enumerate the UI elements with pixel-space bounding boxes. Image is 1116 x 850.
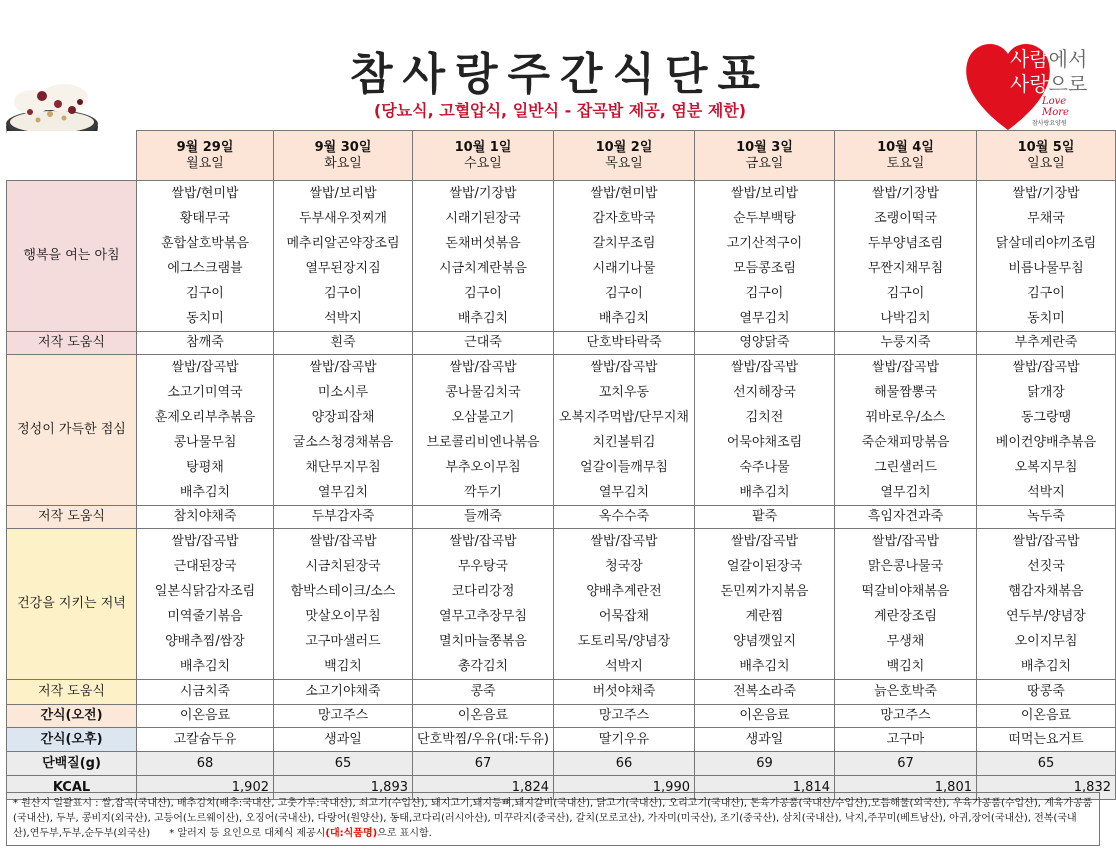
day-weekday: 수요일 — [464, 155, 502, 171]
protein-row — [7, 752, 1116, 776]
soft-meal-cell: 버섯야채죽 — [554, 680, 695, 705]
menu-item: 무우탕국 — [457, 559, 509, 574]
menu-item: 연두부/양념장 — [1006, 609, 1086, 624]
soft-meal-cell: 땅콩죽 — [977, 680, 1116, 705]
protein-cell: 66 — [554, 752, 695, 776]
day-weekday: 화요일 — [324, 155, 362, 171]
menu-item: 무짠지채무침 — [867, 261, 944, 276]
lunch-label: 정성이 가득한 점심 — [7, 355, 137, 506]
kcal-cell: 1,990 — [554, 776, 695, 800]
logo-org: 참사랑요양원 — [1032, 120, 1067, 127]
menu-item: 모듬콩조림 — [733, 261, 796, 276]
menu-item: 꿔바로우/소스 — [865, 410, 946, 425]
day-weekday: 토요일 — [886, 155, 925, 171]
menu-item: 치킨볼튀김 — [592, 435, 656, 450]
soft-meal-label: 저작 도움식 — [7, 506, 137, 529]
menu-item: 배추김치 — [739, 485, 790, 500]
day-date: 10월 3일 — [736, 139, 793, 155]
soft-meal-cell: 시금치죽 — [137, 680, 274, 705]
menu-item: 무생채 — [886, 634, 925, 649]
menu-item: 시금치된장국 — [305, 559, 381, 574]
menu-item: 양배추찜/쌈장 — [165, 634, 245, 649]
menu-item: 조랭이떡국 — [874, 211, 937, 226]
menu-item: 석박지 — [605, 659, 643, 674]
lunch-cell — [554, 355, 695, 506]
day-date: 10월 2일 — [595, 139, 653, 155]
protein-cell: 67 — [835, 752, 977, 776]
snack-cell: 이온음료 — [137, 705, 274, 728]
menu-item: 열무김치 — [739, 311, 790, 326]
day-date: 10월 1일 — [454, 139, 512, 155]
menu-item: 코다리강정 — [451, 584, 515, 599]
menu-item: 김구이 — [745, 286, 784, 301]
menu-item: 양장피잡채 — [311, 410, 375, 425]
logo-text: 사랑 — [1010, 72, 1049, 96]
breakfast-cell — [695, 181, 835, 332]
protein-cell: 69 — [695, 752, 835, 776]
breakfast-cell — [554, 181, 695, 332]
menu-item: 배추김치 — [179, 485, 231, 500]
menu-item: 고기산적구이 — [726, 236, 803, 251]
day-header — [274, 131, 413, 181]
day-weekday: 목요일 — [605, 155, 643, 171]
menu-item: 쌀밥/잡곡밥 — [449, 534, 517, 549]
menu-item: 죽순채피망볶음 — [861, 435, 950, 450]
day-date: 9월 29일 — [176, 139, 234, 155]
day-date: 9월 30일 — [314, 139, 372, 155]
snack-cell: 단호박찜/우유(대:두유) — [413, 728, 554, 752]
menu-item: 오삼불고기 — [451, 410, 515, 425]
menu-item: 쌀밥/기장밥 — [871, 186, 940, 201]
menu-item: 무채국 — [1027, 211, 1065, 226]
menu-item: 그린샐러드 — [874, 460, 937, 475]
dinner-row — [7, 529, 1116, 680]
menu-item: 부추오이무침 — [445, 460, 521, 475]
menu-item: 김구이 — [186, 286, 224, 301]
menu-item: 맛살오이무침 — [305, 609, 381, 624]
menu-item: 쌀밥/잡곡밥 — [590, 360, 658, 375]
breakfast-soft-row — [7, 332, 1116, 355]
menu-item: 미역줄기볶음 — [167, 609, 243, 624]
menu-item: 김구이 — [324, 286, 362, 301]
soft-meal-cell: 참깨죽 — [137, 332, 274, 355]
menu-item: 김구이 — [605, 286, 643, 301]
protein-label: 단백질(g) — [7, 752, 137, 776]
dinner-cell — [554, 529, 695, 680]
protein-cell: 65 — [274, 752, 413, 776]
menu-item: 쌀밥/잡곡밥 — [730, 360, 799, 375]
menu-item: 쌀밥/기장밥 — [1012, 186, 1080, 201]
menu-item: 근대된장국 — [173, 559, 237, 574]
menu-item: 비름나물무침 — [1008, 261, 1084, 276]
menu-item: 동그랑땡 — [1020, 410, 1072, 425]
menu-item: 양배추계란전 — [586, 584, 662, 599]
soft-meal-cell: 근대죽 — [413, 332, 554, 355]
menu-item: 햄감자채볶음 — [1008, 584, 1084, 599]
allergy-note-suffix: 으로 표시함. — [377, 828, 432, 839]
menu-item: 깍두기 — [464, 485, 502, 500]
kcal-cell: 1,814 — [695, 776, 835, 800]
dinner-label: 건강을 지키는 저녁 — [7, 529, 137, 680]
day-weekday: 월요일 — [186, 155, 224, 171]
day-header — [137, 131, 274, 181]
snack-cell: 망고주스 — [835, 705, 977, 728]
menu-item: 쌀밥/잡곡밥 — [309, 534, 377, 549]
menu-item: 어묵잡채 — [598, 609, 650, 624]
protein-cell: 67 — [413, 752, 554, 776]
menu-item: 김구이 — [464, 286, 502, 301]
menu-item: 계란찜 — [745, 609, 784, 624]
breakfast-label: 행복을 여는 아침 — [7, 181, 137, 332]
menu-item: 쌀밥/보리밥 — [309, 186, 377, 201]
dinner-cell — [413, 529, 554, 680]
kcal-cell: 1,893 — [274, 776, 413, 800]
menu-item: 쌀밥/잡곡밥 — [309, 360, 377, 375]
breakfast-cell — [977, 181, 1116, 332]
menu-item: 오복지무침 — [1014, 460, 1078, 475]
menu-item: 계란장조림 — [874, 609, 937, 624]
protein-cell: 65 — [977, 752, 1116, 776]
menu-item: 나박김치 — [880, 311, 931, 326]
soft-meal-cell: 들깨죽 — [413, 506, 554, 529]
snack-cell: 망고주스 — [554, 705, 695, 728]
menu-item: 어묵야채조림 — [726, 435, 803, 450]
menu-item: 황태무국 — [179, 211, 231, 226]
origin-notice: * 원산지 일괄표시 : 쌀,잡곡(국내산), 배추김치(배추:국내산, 고춧가루:국내산), 쇠고기(수입산), 돼지고기,돼지등뼈,돼지갈비(국내산), 닭고기(국내산), 오리고기(국내산), 돈육가공품(국내산/수입산),모듬해물(외국산), 우육가공품(수입산), 계육가공품(국내산), 두부, 콩비지(외국산), 고등어(노르웨이산), 오징어(국내산), 다랑어(원양산), 동태,코다리(러시아산), 미꾸라지(중국산), 갈치(모로코산), 가자미(미국산), 조기(중국산), 삼치(국내산), 낙지,주꾸미(베트남산), 아귀,장어(국내산), 전복(국내산),연두부,두부,순두부(외국산) — [13, 798, 1093, 839]
snack-cell: 고구마 — [835, 728, 977, 752]
lunch-cell — [695, 355, 835, 506]
lunch-cell — [835, 355, 977, 506]
menu-item: 오복지주먹밥/단무지채 — [559, 410, 689, 425]
dinner-cell — [977, 529, 1116, 680]
menu-item: 쌀밥/현미밥 — [171, 186, 239, 201]
menu-item: 열무김치 — [598, 485, 650, 500]
soft-meal-cell: 누룽지죽 — [835, 332, 977, 355]
menu-item: 열무된장지짐 — [305, 261, 381, 276]
snack-pm-label: 간식(오후) — [7, 728, 137, 752]
kcal-label: KCAL — [7, 776, 137, 800]
menu-item: 시금치계란볶음 — [439, 261, 527, 276]
dinner-soft-row — [7, 680, 1116, 705]
kcal-cell: 1,801 — [835, 776, 977, 800]
soft-meal-cell: 늙은호박죽 — [835, 680, 977, 705]
day-header — [977, 131, 1116, 181]
snack-cell: 떠먹는요거트 — [977, 728, 1116, 752]
lunch-cell — [274, 355, 413, 506]
dinner-cell — [274, 529, 413, 680]
menu-item: 쌀밥/잡곡밥 — [171, 360, 239, 375]
snack-cell: 이온음료 — [695, 705, 835, 728]
brand-logo — [960, 38, 1096, 134]
menu-item: 열무고추장무침 — [439, 609, 527, 624]
logo-text: 에서 — [1048, 47, 1088, 71]
lunch-cell — [137, 355, 274, 506]
soft-meal-cell: 소고기야채죽 — [274, 680, 413, 705]
day-weekday: 일요일 — [1027, 155, 1065, 171]
menu-item: 쌀밥/잡곡밥 — [449, 360, 517, 375]
page-title: 참사랑주간식단표 — [349, 49, 771, 100]
menu-item: 쌀밥/잡곡밥 — [171, 534, 239, 549]
menu-item: 백김치 — [886, 659, 925, 674]
menu-item: 미소시루 — [317, 385, 369, 400]
menu-item: 도토리묵/양념장 — [577, 634, 671, 649]
menu-item: 시래기된장국 — [445, 211, 521, 226]
menu-item: 일본식닭감자조림 — [154, 584, 256, 599]
menu-item: 탕평채 — [186, 460, 224, 475]
menu-item: 김구이 — [886, 286, 925, 301]
menu-item: 두부양념조림 — [867, 236, 944, 251]
menu-item: 양념깻잎지 — [733, 634, 796, 649]
menu-item: 석박지 — [1027, 485, 1065, 500]
menu-item: 배추김치 — [457, 311, 509, 326]
menu-item: 맑은콩나물국 — [867, 559, 944, 574]
menu-item: 감자호박국 — [592, 211, 656, 226]
soft-meal-cell: 콩죽 — [413, 680, 554, 705]
day-date: 10월 4일 — [877, 139, 934, 155]
menu-item: 얼갈이된장국 — [726, 559, 803, 574]
menu-item: 메추리알곤약장조림 — [286, 236, 400, 251]
kcal-cell: 1,824 — [413, 776, 554, 800]
menu-item: 콩나물김치국 — [445, 385, 521, 400]
corner-cell — [7, 131, 137, 181]
allergy-note: * 알러지 등 요인으로 대체식 제공시 — [169, 828, 326, 839]
menu-item: 시래기나물 — [592, 261, 656, 276]
snack-cell: 고칼슘두유 — [137, 728, 274, 752]
menu-item: 열무김치 — [317, 485, 369, 500]
dinner-cell — [835, 529, 977, 680]
menu-item: 소고기미역국 — [167, 385, 243, 400]
menu-item: 배추김치 — [739, 659, 790, 674]
soft-meal-cell: 단호박타락죽 — [554, 332, 695, 355]
soft-meal-cell: 영양닭죽 — [695, 332, 835, 355]
dinner-cell — [695, 529, 835, 680]
menu-item: 선짓국 — [1027, 559, 1065, 574]
menu-item: 석박지 — [324, 311, 362, 326]
day-weekday: 금요일 — [745, 155, 784, 171]
menu-item: 멸치마늘쫑볶음 — [439, 634, 527, 649]
logo-script: Love More — [1042, 96, 1069, 118]
menu-item: 브로콜리비엔나볶음 — [426, 435, 540, 450]
menu-item: 열무김치 — [880, 485, 931, 500]
soft-meal-cell: 부추계란죽 — [977, 332, 1116, 355]
logo-text: 사람 — [1010, 47, 1049, 71]
menu-item: 훈제오리부추볶음 — [154, 410, 256, 425]
menu-item: 돈민찌가지볶음 — [720, 584, 809, 599]
day-header — [413, 131, 554, 181]
menu-item: 배추김치 — [598, 311, 650, 326]
soft-meal-label: 저작 도움식 — [7, 680, 137, 705]
day-header — [695, 131, 835, 181]
lunch-cell — [413, 355, 554, 506]
menu-item: 두부새우젓찌개 — [299, 211, 387, 226]
kcal-cell: 1,832 — [977, 776, 1116, 800]
snack-cell: 생과일 — [274, 728, 413, 752]
soft-meal-cell: 흑임자견과죽 — [835, 506, 977, 529]
soft-meal-cell: 두부감자죽 — [274, 506, 413, 529]
snack-cell: 딸기우유 — [554, 728, 695, 752]
soft-meal-cell: 옥수수죽 — [554, 506, 695, 529]
menu-item: 쌀밥/잡곡밥 — [871, 360, 940, 375]
page-subtitle: (당뇨식, 고혈압식, 일반식 - 잡곡밥 제공, 염분 제한) — [373, 101, 747, 120]
day-header-row — [7, 131, 1116, 181]
menu-item: 고구마샐러드 — [305, 634, 381, 649]
menu-item: 숙주나물 — [739, 460, 790, 475]
day-date: 10월 5일 — [1017, 139, 1075, 155]
menu-item: 배추김치 — [1020, 659, 1072, 674]
menu-item: 돈채버섯볶음 — [445, 236, 521, 251]
menu-item: 굴소스청경채볶음 — [292, 435, 394, 450]
menu-item: 백김치 — [324, 659, 362, 674]
menu-item: 쌀밥/기장밥 — [449, 186, 517, 201]
breakfast-row — [7, 181, 1116, 332]
menu-item: 해물짬뽕국 — [874, 385, 937, 400]
soft-meal-cell: 팥죽 — [695, 506, 835, 529]
menu-item: 쌀밥/잡곡밥 — [1012, 360, 1080, 375]
soft-meal-cell: 흰죽 — [274, 332, 413, 355]
dinner-cell — [137, 529, 274, 680]
kcal-cell: 1,902 — [137, 776, 274, 800]
menu-item: 동치미 — [1027, 311, 1065, 326]
soft-meal-label: 저작 도움식 — [7, 332, 137, 355]
menu-item: 쌀밥/잡곡밥 — [1012, 534, 1080, 549]
menu-item: 채단무지무침 — [305, 460, 381, 475]
menu-item: 꼬치우동 — [598, 385, 650, 400]
menu-item: 청국장 — [605, 559, 643, 574]
allergy-note-mark: (대:식품명) — [325, 828, 378, 839]
snack-pm-row — [7, 728, 1116, 752]
menu-item: 쌀밥/현미밥 — [590, 186, 658, 201]
breakfast-cell — [413, 181, 554, 332]
menu-item: 김구이 — [1027, 286, 1065, 301]
snack-cell: 이온음료 — [977, 705, 1116, 728]
protein-cell: 68 — [137, 752, 274, 776]
menu-item: 배추김치 — [179, 659, 231, 674]
logo-text: 으로 — [1048, 72, 1088, 96]
menu-item: 쌀밥/잡곡밥 — [871, 534, 940, 549]
weekly-menu-table — [6, 130, 1116, 800]
day-header — [554, 131, 695, 181]
menu-item: 쌀밥/잡곡밥 — [590, 534, 658, 549]
footer-notes — [6, 792, 1100, 846]
snack-cell: 이온음료 — [413, 705, 554, 728]
soft-meal-cell: 전복소라죽 — [695, 680, 835, 705]
snack-am-row — [7, 705, 1116, 728]
menu-item: 떡갈비야채볶음 — [861, 584, 950, 599]
menu-item: 선지해장국 — [733, 385, 796, 400]
soft-meal-cell: 참치야채죽 — [137, 506, 274, 529]
menu-item: 닭살데리야끼조림 — [995, 236, 1097, 251]
day-header — [835, 131, 977, 181]
lunch-row — [7, 355, 1116, 506]
menu-item: 얼갈이들깨무침 — [580, 460, 668, 475]
lunch-cell — [977, 355, 1116, 506]
snack-am-label: 간식(오전) — [7, 705, 137, 728]
menu-item: 콩나물무침 — [173, 435, 237, 450]
menu-item: 쌀밥/보리밥 — [730, 186, 799, 201]
menu-item: 쌀밥/잡곡밥 — [730, 534, 799, 549]
breakfast-cell — [137, 181, 274, 332]
breakfast-cell — [274, 181, 413, 332]
menu-item: 순두부백탕 — [733, 211, 796, 226]
menu-item: 총각김치 — [457, 659, 509, 674]
menu-item: 갈치무조림 — [592, 236, 656, 251]
soft-meal-cell: 녹두죽 — [977, 506, 1116, 529]
menu-item: 동치미 — [186, 311, 224, 326]
menu-item: 훈합살호박볶음 — [161, 236, 249, 251]
menu-item: 에그스크램블 — [167, 261, 243, 276]
snack-cell: 망고주스 — [274, 705, 413, 728]
menu-item: 김치전 — [745, 410, 784, 425]
menu-item: 오이지무침 — [1014, 634, 1078, 649]
menu-item: 닭개장 — [1027, 385, 1065, 400]
menu-item: 함박스테이크/소스 — [290, 584, 396, 599]
menu-item: 베이컨양배추볶음 — [995, 435, 1097, 450]
snack-cell: 생과일 — [695, 728, 835, 752]
breakfast-cell — [835, 181, 977, 332]
lunch-soft-row — [7, 506, 1116, 529]
